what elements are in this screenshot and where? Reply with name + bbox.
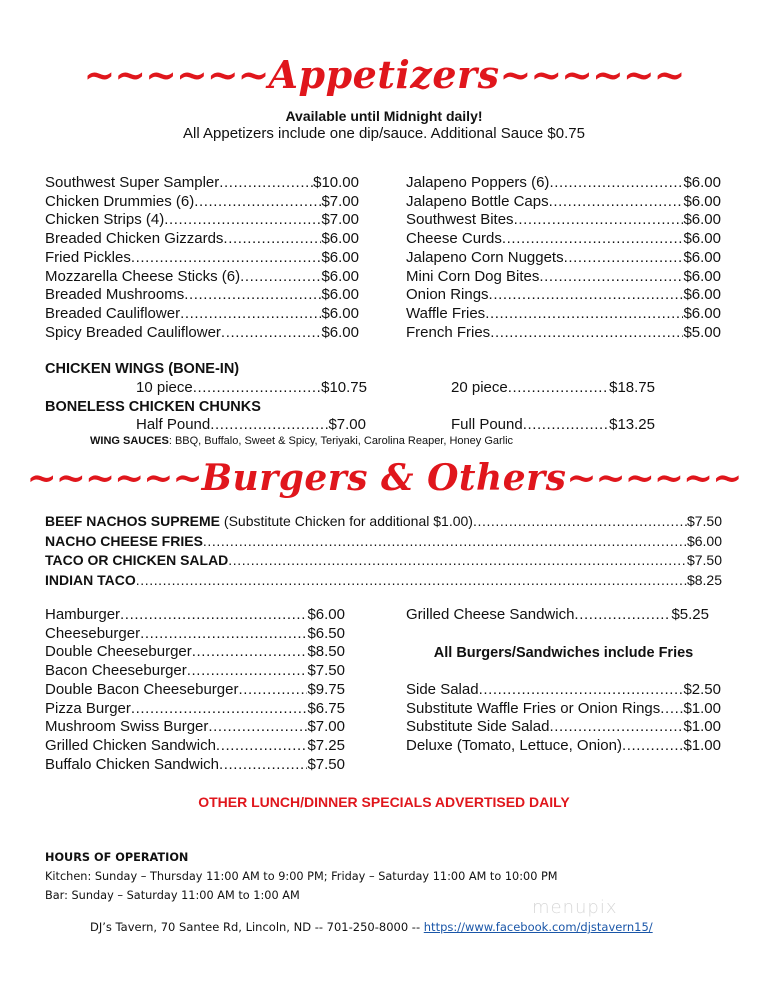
wing-sauces-label: WING SAUCES [90, 435, 169, 447]
menu-item: Breaded Chicken Gizzards ..... $6.00 [45, 230, 359, 249]
availability-note: Available until Midnight daily! [285, 108, 483, 124]
dip-note: All Appetizers include one dip/sauce. Additional Sauce $0.75 [183, 125, 585, 142]
menu-item: Substitute Waffle Fries or Onion Rings ..... $1.00 [406, 700, 721, 719]
menu-item: Mushroom Swiss Burger ..... $7.00 [45, 718, 345, 737]
fries-note: All Burgers/Sandwiches include Fries [433, 645, 694, 661]
title-tilde-right: ~~~~~~ [566, 457, 742, 499]
hours-heading: HOURS OF OPERATION [45, 851, 189, 864]
boneless-full-pound: Full Pound ..... $13.25 [451, 416, 655, 435]
menu-item: Breaded Cauliflower ..... $6.00 [45, 305, 359, 324]
kitchen-hours: Kitchen: Sunday – Thursday 11:00 AM to 9:00 PM; Friday – Saturday 11:00 AM to 10:00 PM [45, 870, 558, 883]
facebook-link[interactable]: https://www.facebook.com/djstavern15/ [423, 920, 653, 934]
menu-item: Side Salad ..... $2.50 [406, 681, 721, 700]
menu-item: Jalapeno Poppers (6) ..... $6.00 [406, 174, 721, 193]
menu-item: TACO OR CHICKEN SALAD ..... $7.50 [45, 551, 722, 571]
menu-item: Cheeseburger ..... $6.50 [45, 625, 345, 644]
menu-item: Chicken Drummies (6) ..... $7.00 [45, 193, 359, 212]
menu-item: Southwest Bites ..... $6.00 [406, 211, 721, 230]
wing-sauces [90, 435, 513, 447]
specialty-list [45, 512, 722, 590]
title-tilde-right: ~~~~~~ [499, 52, 685, 97]
wing-sauces-list: : BBQ, Buffalo, Sweet & Spicy, Teriyaki, Carolina Reaper, Honey Garlic [168, 435, 514, 447]
grilled-cheese: Grilled Cheese Sandwich ..... $5.25 [406, 606, 709, 625]
bar-hours: Bar: Sunday – Saturday 11:00 AM to 1:00 AM [45, 889, 300, 902]
specials-note: OTHER LUNCH/DINNER SPECIALS ADVERTISED DAILY [198, 794, 570, 810]
appetizers-title-text: Appetizers [268, 52, 500, 97]
sides-list [406, 681, 721, 756]
appetizers-right-list [406, 174, 721, 342]
appetizers-title [0, 52, 768, 97]
menu-item: Spicy Breaded Cauliflower ..... $6.00 [45, 324, 359, 343]
menu-item: French Fries ..... $5.00 [406, 324, 721, 343]
menu-item: Buffalo Chicken Sandwich ..... $7.50 [45, 756, 345, 775]
menu-item: Onion Rings ..... $6.00 [406, 286, 721, 305]
wings-10-piece: 10 piece ..... $10.75 [136, 379, 367, 398]
appetizers-left-list [45, 174, 359, 342]
menu-item: Pizza Burger ..... $6.75 [45, 700, 345, 719]
menu-item: Fried Pickles ..... $6.00 [45, 249, 359, 268]
menu-item: Deluxe (Tomato, Lettuce, Onion) ..... $1.00 [406, 737, 721, 756]
footer-contact [90, 920, 653, 934]
title-tilde-left: ~~~~~~ [26, 457, 202, 499]
menu-item: Waffle Fries ..... $6.00 [406, 305, 721, 324]
menu-item: Double Cheeseburger ..... $8.50 [45, 643, 345, 662]
burgers-left-list [45, 606, 345, 774]
menu-item: INDIAN TACO ..... $8.25 [45, 571, 722, 591]
burgers-title-text: Burgers & Others [201, 457, 567, 499]
watermark-logo: menupix [532, 897, 618, 918]
menu-item: Double Bacon Cheeseburger ..... $9.75 [45, 681, 345, 700]
hours-section [45, 848, 558, 905]
boneless-half-pound: Half Pound ..... $7.00 [136, 416, 366, 435]
menu-item: Cheese Curds ..... $6.00 [406, 230, 721, 249]
contact-text: DJ’s Tavern, 70 Santee Rd, Lincoln, ND -- 701-250-8000 -- [90, 920, 424, 934]
menu-item: Substitute Side Salad ..... $1.00 [406, 718, 721, 737]
menu-item: Mini Corn Dog Bites ..... $6.00 [406, 268, 721, 287]
menu-item: NACHO CHEESE FRIES ..... $6.00 [45, 532, 722, 552]
menu-item: Jalapeno Bottle Caps ..... $6.00 [406, 193, 721, 212]
menu-item: Southwest Super Sampler ..... $10.00 [45, 174, 359, 193]
menu-item: Mozzarella Cheese Sticks (6) ..... $6.00 [45, 268, 359, 287]
wings-bone-in-heading: CHICKEN WINGS (BONE-IN) [45, 361, 240, 377]
menu-item: Bacon Cheeseburger ..... $7.50 [45, 662, 345, 681]
menu-item: Breaded Mushrooms ..... $6.00 [45, 286, 359, 305]
menu-item: Chicken Strips (4) ..... $7.00 [45, 211, 359, 230]
wings-20-piece: 20 piece ..... $18.75 [451, 379, 655, 398]
burgers-title [0, 457, 768, 499]
menu-item: Hamburger ..... $6.00 [45, 606, 345, 625]
menu-item: Jalapeno Corn Nuggets ..... $6.00 [406, 249, 721, 268]
boneless-heading: BONELESS CHICKEN CHUNKS [45, 399, 261, 415]
title-tilde-left: ~~~~~~ [83, 52, 269, 97]
menu-item: BEEF NACHOS SUPREME (Substitute Chicken for additional $1.00) ..... $7.50 [45, 512, 722, 532]
menu-item: Grilled Chicken Sandwich ..... $7.25 [45, 737, 345, 756]
